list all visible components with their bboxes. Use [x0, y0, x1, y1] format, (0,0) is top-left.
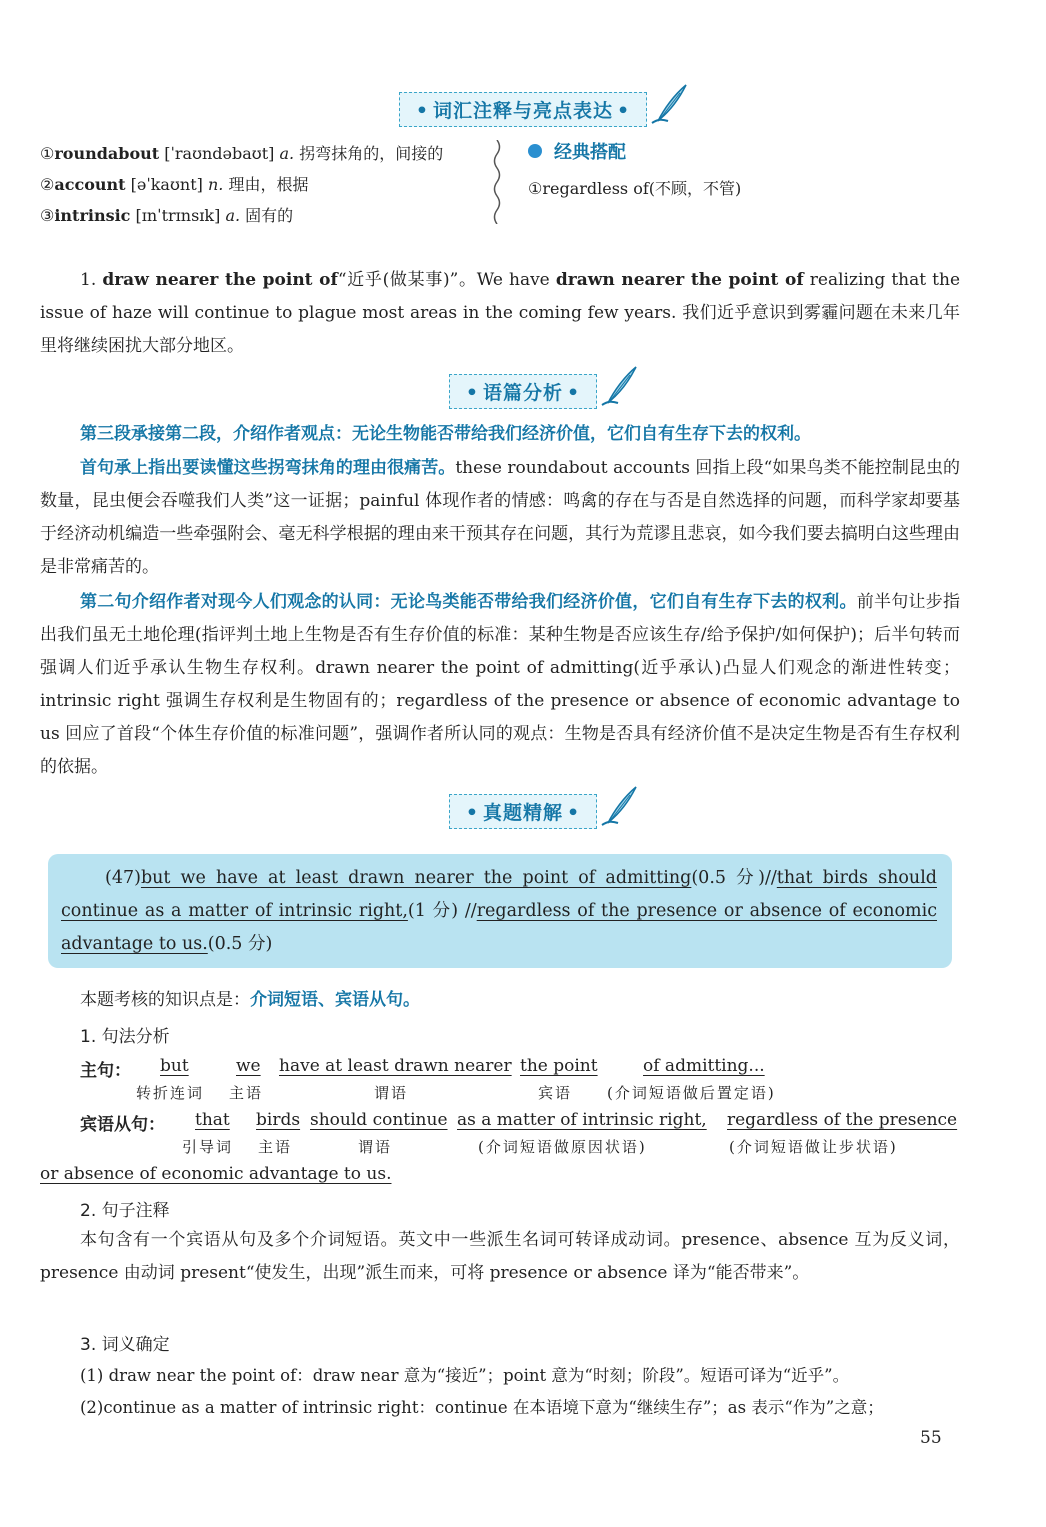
analysis-title-text: 语篇分析 — [482, 382, 563, 404]
word-sense-heading: 3. 词义确定 — [80, 1335, 170, 1355]
word-sense-item: (1) draw near the point of：draw near 意为“接近”；point 意为“时刻；阶段”。短语可译为“近乎”。 — [80, 1366, 850, 1385]
grammar-role: 引导词 — [182, 1138, 234, 1156]
object-word: birds — [256, 1110, 301, 1130]
wavy-divider-icon — [490, 140, 504, 224]
collocation-title: 经典搭配 — [528, 138, 741, 164]
grammar-role: (介词短语做原因状语) — [478, 1138, 647, 1156]
object-clause-label: 宾语从句： — [80, 1115, 165, 1135]
vocab-title-box: • 词汇注释与亮点表达 • — [399, 92, 647, 127]
main-word: of admitting... — [643, 1056, 765, 1076]
analysis-section-title — [0, 374, 1046, 408]
main-word: have at least drawn nearer — [279, 1056, 512, 1076]
phrase-note: 1. draw nearer the point of“近乎(做某事)”。We have drawn nearer the point of realizing that the issue of haze will continue to plague most areas in the coming few years. 我们近乎意识到雾霾问题在未来几年里将继续困扰大部分地区。 — [40, 270, 961, 356]
answer-translation: (47)but we have at least drawn nearer the point of admitting(0.5 分)//that birds should continue as a matter of intrinsic right,(1 分) //regardless of the presence or absence of economic advantage to us.(0.5 分) — [61, 868, 937, 954]
grammar-role: 主语 — [258, 1138, 293, 1156]
sentence-note-heading: 2. 句子注释 — [80, 1201, 170, 1221]
answer-section-title — [0, 794, 1046, 828]
vocab-list — [40, 138, 443, 231]
object-word: should continue — [310, 1110, 448, 1130]
analysis-paragraph-3: 第二句介绍作者对现今人们观念的认同：无论鸟类能否带给我们经济价值，它们自有生存下去的权利。前半句让步指出我们虽无土地伦理(指评判土地上生物是否有生存价值的标准：某种生物是否应该生存/给予保护/如何保护)；后半句转而强调人们近乎承认生物生存权利。drawn nearer the point of admitting(近乎承认)凸显人们观念的渐进性转变；intrinsic right 强调生存权利是生物固有的；regardless of the presence or absence of economic advantage to us 回应了首段“个体生存价值的标准问题”，强调作者所认同的观点：生物是否具有经济价值不是决定生物是否有生存权利的依据。 — [40, 592, 961, 777]
object-word: as a matter of intrinsic right, — [457, 1110, 707, 1130]
vocab-title-text: 词汇注释与亮点表达 — [432, 100, 613, 122]
analysis-title-box: • 语篇分析 • — [449, 374, 597, 409]
page-number: 55 — [920, 1428, 942, 1448]
word-sense-item: (2)continue as a matter of intrinsic right：continue 在本语境下意为“继续生存”；as 表示“作为”之意； — [80, 1398, 884, 1417]
classic-collocations — [528, 138, 741, 199]
analysis-paragraph-2: 首句承上指出要读懂这些拐弯抹角的理由很痛苦。these roundabout accounts 回指上段“如果鸟类不能控制昆虫的数量，昆虫便会吞噬我们人类”这一证据；painful 体现作者的情感：鸣禽的存在与否是自然选择的问题，而科学家却要基于经济动机编造一些牵强附会、毫无科学根据的理由来干预其存在问题，其行为荒谬且悲哀，如今我们要去搞明白这些理由是非常痛苦的。 — [40, 458, 960, 577]
main-word: but — [160, 1056, 189, 1076]
answer-title-box: • 真题精解 • — [449, 794, 597, 829]
vocab-item: ②account [əˈkaʊnt] n. 理由，根据 — [40, 175, 309, 194]
grammar-role: 谓语 — [358, 1138, 393, 1156]
collocation-item: ①regardless of(不顾，不管) — [528, 179, 742, 198]
object-clause-tail: or absence of economic advantage to us. — [40, 1164, 392, 1184]
grammar-role: 主语 — [229, 1084, 264, 1102]
quill-pen-icon — [600, 365, 640, 407]
main-word: the point — [520, 1056, 598, 1076]
vocab-item: ①roundabout [ˈraʊndəbaʊt] a. 拐弯抹角的，间接的 — [40, 144, 444, 163]
sentence-note-text: 本句含有一个宾语从句及多个介词短语。英文中一些派生名词可转译成动词。presence、absence 互为反义词，presence 由动词 present“使发生，出现”派生而来，可将 presence or absence 译为“能否带来”。 — [40, 1230, 960, 1283]
answer-title-text: 真题精解 — [482, 802, 563, 824]
vocab-section-title — [0, 92, 1046, 126]
quill-pen-icon — [650, 83, 690, 125]
quill-pen-icon — [600, 785, 640, 827]
main-word: we — [236, 1056, 261, 1076]
main-clause-label: 主句： — [80, 1061, 131, 1081]
analysis-paragraph-1: 第三段承接第二段，介绍作者观点：无论生物能否带给我们经济价值，它们自有生存下去的权利。 — [80, 424, 811, 444]
grammar-role: 谓语 — [374, 1084, 409, 1102]
grammar-role: (介词短语做让步状语) — [729, 1138, 898, 1156]
grammar-role: 宾语 — [538, 1084, 573, 1102]
bullet-circle-icon — [528, 144, 542, 158]
grammar-role: (介词短语做后置定语) — [607, 1084, 776, 1102]
object-word: that — [195, 1110, 230, 1130]
vocab-item: ③intrinsic [ɪnˈtrɪnsɪk] a. 固有的 — [40, 206, 294, 225]
knowledge-points: 本题考核的知识点是：介词短语、宾语从句。 — [80, 990, 420, 1010]
syntax-heading: 1. 句法分析 — [80, 1027, 170, 1047]
grammar-role: 转折连词 — [136, 1084, 205, 1102]
object-word: regardless of the presence — [727, 1110, 958, 1130]
